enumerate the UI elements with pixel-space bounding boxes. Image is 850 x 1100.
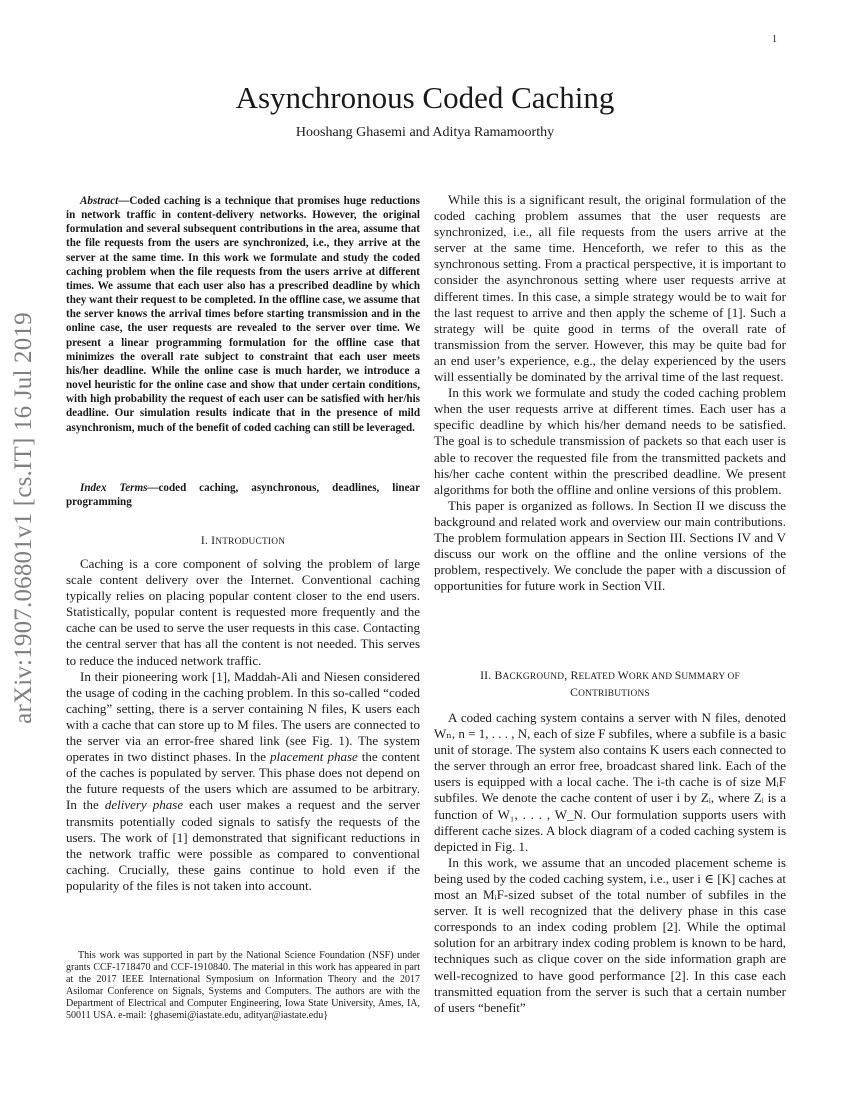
background-body	[434, 710, 786, 1016]
author-list: Hooshang Ghasemi and Aditya Ramamoorthy	[295, 125, 555, 140]
index-terms	[66, 481, 420, 509]
index-terms-label: Index Terms	[80, 482, 148, 494]
paragraph: This paper is organized as follows. In Section II we discuss the background and related work and overview our main contributions. The problem formulation appears in Section III. Sections IV and V discuss our work on the offline and the online versions of the problem, respectively. We conclude the paper with a discussion of opportunities for future work in Section VII.	[434, 497, 786, 594]
paragraph: In this work we formulate and study the coded caching problem when the user requests arrive at different times. Each user has a specific deadline by which his/her demand needs to be satisfied. The goal is to schedule transmission of packets so that each user is able to recover the requested file from the transmitted packets and his/her cache content within the prescribed deadline. We present algorithms for both the offline and online versions of this problem.	[434, 385, 786, 497]
right-column-body	[434, 192, 786, 594]
paragraph: While this is a significant result, the original formulation of the coded caching problem assumes that the user requests are synchronized, i.e., all file requests from the users arrive at the server at the same time. Henceforth, we refer to this as the synchronous setting. From a practical perspective, it is important to consider the asynchronous setting where user requests arrive at different times. In this case, a simple strategy would be to wait for the last request to arrive and then apply the scheme of [1]. Such a strategy will be quite good in terms of the overall rate of transmission from the server. However, this may be quite bad for an end user’s experience, e.g., the delay experienced by the users will essentially be dominated by the arrival time of the last request.	[434, 192, 786, 385]
section-heading-background: II. BACKGROUND, RELATED WORK AND SUMMARY OF CONTRIBUTIONS	[480, 669, 740, 699]
paragraph: In this work, we assume that an uncoded placement scheme is being used by the coded caching system, i.e., user i ∈ [K] caches at most an MᵢF-sized subset of the total number of subfiles in the server. It is well recognized that the delivery phase in this case corresponds to an index coding problem [2]. While the optimal solution for an arbitrary index coding problem is known to be hard, techniques such as clique cover on the side information graph are well-recognized to have good performance [2]. In this case each transmitted equation from the server is such that a certain number of users “benefit”	[434, 854, 786, 1015]
footnote	[66, 950, 420, 1022]
page-number: 1	[772, 34, 777, 45]
section-heading-introduction: I. INTRODUCTION	[200, 534, 286, 547]
paragraph: A coded caching system contains a server with N files, denoted Wₙ, n = 1, . . . , N, each of size F subfiles, where a subfile is a basic unit of storage. The system also contains K users each connected to the server through an error free, broadcast shared link. Each of the users is equipped with a local cache. The i-th cache is of size MᵢF subfiles. We denote the cache content of user i by Zᵢ, where Zᵢ is a function of W₁, . . . , W_N. Our formulation supports users with different cache sizes. A block diagram of a coded caching system is depicted in Fig. 1.	[434, 710, 786, 854]
abstract-text: —Coded caching is a technique that promises huge reductions in network traffic in content-delivery networks. However, the original formulation and several subsequent contributions in the area, assume that the file requests from the users are synchronized, i.e., they arrive at the server at the same time. In this work we formulate and study the coded caching problem when the file requests from the users arrive at different times. We assume that each user also has a prescribed deadline by which they want their request to be completed. In the offline case, we assume that the server knows the arrival times before starting transmission and in the online case, the user requests are revealed to the server over time. We present a linear programming formulation for the offline case that minimizes the overall rate subject to constraint that each user meets his/her deadline. While the online case is much harder, we introduce a novel heuristic for the online case and show that under certain conditions, with high probability the request of each user can be satisfied with her/his deadline. Our simulation results indicate that in the presence of mild asynchronism, much of the benefit of coded caching can still be leveraged.	[66, 195, 420, 434]
paragraph: In their pioneering work [1], Maddah-Ali and Niesen considered the usage of coding in the caching problem. In this so-called “coded caching” setting, there is a server containing N files, K users each with a cache that can store up to M files. The users are connected to the server via an error-free shared link (see Fig. 1). The system operates in two distinct phases. In the placement phase the content of the caches is populated by server. This phase does not depend on the future requests of the users which are assumed to be arbitrary. In the delivery phase each user makes a request and the server transmits potentially coded signals to satisfy the requests of the users. The work of [1] demonstrated that significant reductions in the network traffic were possible as compared to conventional caching. Crucially, these gains continue to hold even if the popularity of the files is not taken into account.	[66, 668, 420, 893]
paper-title: Asynchronous Coded Caching	[235, 80, 615, 115]
paragraph: Caching is a core component of solving the problem of large scale content delivery over the Internet. Conventional caching typically relies on placing popular content closer to the end users. Statistically, popular content is requested more frequently and the cache can be used to serve the user requests in this case. Contacting the central server that has all the content is not needed. This serves to reduce the induced network traffic.	[66, 556, 420, 668]
abstract-label: Abstract	[80, 195, 119, 207]
index-terms-text: —coded caching, asynchronous, deadlines, linear programming	[66, 482, 420, 509]
introduction-body	[66, 556, 420, 894]
arxiv-stamp: arXiv:1907.06801v1 [cs.IT] 16 Jul 2019	[10, 312, 37, 724]
footnote-text: This work was supported in part by the National Science Foundation (NSF) under grants CCF-1718470 and CCF-1910840. The material in this work has appeared in part at the 2017 IEEE International Symposium on Information Theory and the 2017 Asilomar Conference on Signals, Systems and Computers. The authors are with the Department of Electrical and Computer Engineering, Iowa State University, Ames, IA, 50011 USA. e-mail: {ghasemi@iastate.edu, adityar@iastate.edu}	[66, 950, 420, 1022]
abstract	[66, 194, 420, 435]
